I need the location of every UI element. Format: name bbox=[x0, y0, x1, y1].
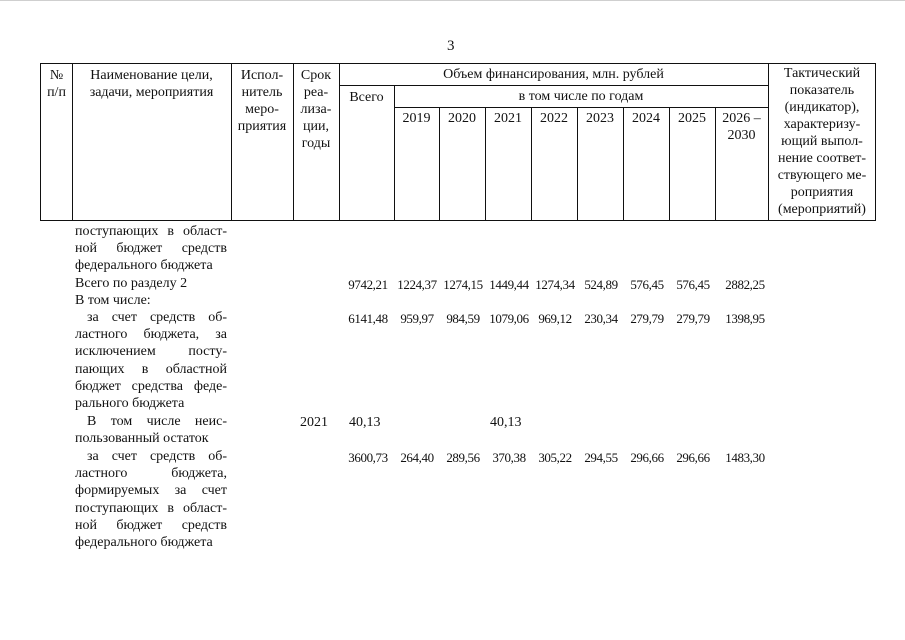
header-year: 2025 bbox=[678, 111, 706, 126]
header-text: № bbox=[49, 68, 64, 83]
header-text: показатель bbox=[789, 83, 855, 98]
header-year: 2020 bbox=[448, 111, 476, 126]
header-text: задачи, мероприятия bbox=[89, 85, 214, 100]
desc-line: пользованный остаток bbox=[75, 431, 209, 447]
row-desc: В том числе: bbox=[75, 293, 151, 308]
header-text: п/п bbox=[47, 85, 66, 100]
row-desc: Всего по разделу 2 bbox=[75, 276, 188, 291]
header-text: Наименование цели, bbox=[90, 68, 213, 83]
value-2020: 289,56 bbox=[446, 450, 480, 465]
value-total: 9742,21 bbox=[348, 277, 388, 292]
desc-line: ной бюджет средств bbox=[75, 241, 227, 257]
desc-line: В том числе неис- bbox=[87, 414, 227, 429]
desc-line: за счет средств об- bbox=[87, 449, 227, 464]
value-2021: 1449,44 bbox=[489, 277, 529, 292]
desc-line: за счет средств об- bbox=[87, 310, 227, 325]
header-year: 2022 bbox=[540, 111, 568, 126]
desc-line: федерального бюджета bbox=[75, 535, 213, 551]
value-total: 3600,73 bbox=[348, 450, 388, 465]
page-number: 3 bbox=[447, 38, 455, 54]
term-value: 2021 bbox=[300, 415, 328, 430]
value-2025: 279,79 bbox=[676, 311, 710, 326]
header-year: 2019 bbox=[402, 111, 431, 126]
value-2022: 969,12 bbox=[538, 311, 572, 326]
header-text: лиза- bbox=[300, 102, 332, 117]
header-text: меро- bbox=[245, 102, 279, 117]
header-text: реа- bbox=[303, 85, 329, 100]
value-2026-2030: 1483,30 bbox=[725, 450, 765, 465]
header-text: Тактический bbox=[783, 66, 861, 81]
value-2020: 984,59 bbox=[446, 311, 480, 326]
header-col-indicator bbox=[768, 65, 876, 218]
desc-line: исключением посту- bbox=[75, 344, 227, 360]
value-2024: 279,79 bbox=[630, 311, 664, 326]
value-2019: 1224,37 bbox=[397, 277, 437, 292]
header-col-funding: Объем финансирования, млн. рублей bbox=[443, 67, 664, 82]
header-text: характеризу- bbox=[783, 117, 861, 132]
value-2021: 370,38 bbox=[492, 450, 526, 465]
row-desc bbox=[75, 223, 227, 275]
header-col-by-years: в том числе по годам bbox=[518, 89, 644, 104]
grid-line bbox=[394, 85, 395, 220]
desc-line: пающих в областной bbox=[75, 361, 227, 377]
value-2025: 576,45 bbox=[676, 277, 710, 292]
header-year: 2023 bbox=[586, 111, 614, 126]
value-2024: 576,45 bbox=[630, 277, 664, 292]
header-year: 2021 bbox=[494, 111, 522, 126]
header-col-executor bbox=[231, 67, 293, 135]
desc-line: поступающих в област- bbox=[75, 224, 227, 239]
header-text: годы bbox=[301, 136, 331, 151]
header-text: ции, bbox=[303, 119, 329, 134]
header-col-name bbox=[72, 67, 231, 101]
header-text: приятия bbox=[237, 119, 287, 134]
row-desc bbox=[75, 448, 227, 551]
desc-line: рального бюджета bbox=[75, 396, 185, 412]
header-col-total: Всего bbox=[349, 90, 384, 105]
grid-line bbox=[394, 107, 768, 108]
header-text: 2026 – bbox=[722, 111, 761, 126]
value-2023: 294,55 bbox=[584, 450, 618, 465]
desc-line: ной бюджет средств bbox=[75, 517, 227, 533]
value-2022: 305,22 bbox=[538, 450, 572, 465]
header-text: роприятия bbox=[790, 185, 854, 200]
header-text: нение соответ- bbox=[777, 151, 867, 166]
value-2024: 296,66 bbox=[630, 450, 664, 465]
header-text: (индикатор), bbox=[784, 100, 860, 115]
header-year: 2024 bbox=[632, 111, 660, 126]
value-total: 40,13 bbox=[349, 415, 381, 430]
grid-line bbox=[339, 85, 768, 86]
value-2019: 959,97 bbox=[400, 311, 434, 326]
header-text: Срок bbox=[300, 68, 332, 83]
value-2019: 264,40 bbox=[400, 450, 434, 465]
header-text: Испол- bbox=[240, 68, 284, 83]
value-2023: 230,34 bbox=[584, 311, 618, 326]
value-2026-2030: 1398,95 bbox=[725, 311, 765, 326]
desc-line: поступающих в област- bbox=[75, 500, 227, 516]
desc-line: ластного бюджета, за bbox=[75, 327, 227, 343]
header-text: ствующего ме- bbox=[777, 168, 867, 183]
grid-line bbox=[339, 64, 340, 220]
desc-line: федерального бюджета bbox=[75, 258, 213, 274]
value-2021: 1079,06 bbox=[489, 311, 529, 326]
value-2022: 1274,34 bbox=[535, 277, 575, 292]
scan-edge-line bbox=[0, 0, 905, 1]
header-text: нитель bbox=[241, 85, 283, 100]
value-2020: 1274,15 bbox=[443, 277, 483, 292]
desc-line: ластного бюджета, bbox=[75, 466, 227, 482]
value-total: 6141,48 bbox=[348, 311, 388, 326]
row-desc bbox=[75, 413, 227, 447]
row-desc bbox=[75, 309, 227, 412]
header-col-number bbox=[41, 67, 72, 101]
value-2023: 524,89 bbox=[584, 277, 618, 292]
header-text: 2030 bbox=[727, 128, 756, 143]
value-2026-2030: 2882,25 bbox=[725, 277, 765, 292]
table-header bbox=[40, 63, 876, 221]
header-year-range bbox=[715, 110, 768, 144]
header-col-term bbox=[293, 67, 339, 152]
desc-line: бюджет средства феде- bbox=[75, 378, 227, 394]
value-2025: 296,66 bbox=[676, 450, 710, 465]
value-2021: 40,13 bbox=[490, 415, 522, 430]
header-text: ющий выпол- bbox=[781, 134, 863, 149]
desc-line: формируемых за счет bbox=[75, 483, 227, 499]
header-text: (мероприятий) bbox=[778, 202, 866, 217]
